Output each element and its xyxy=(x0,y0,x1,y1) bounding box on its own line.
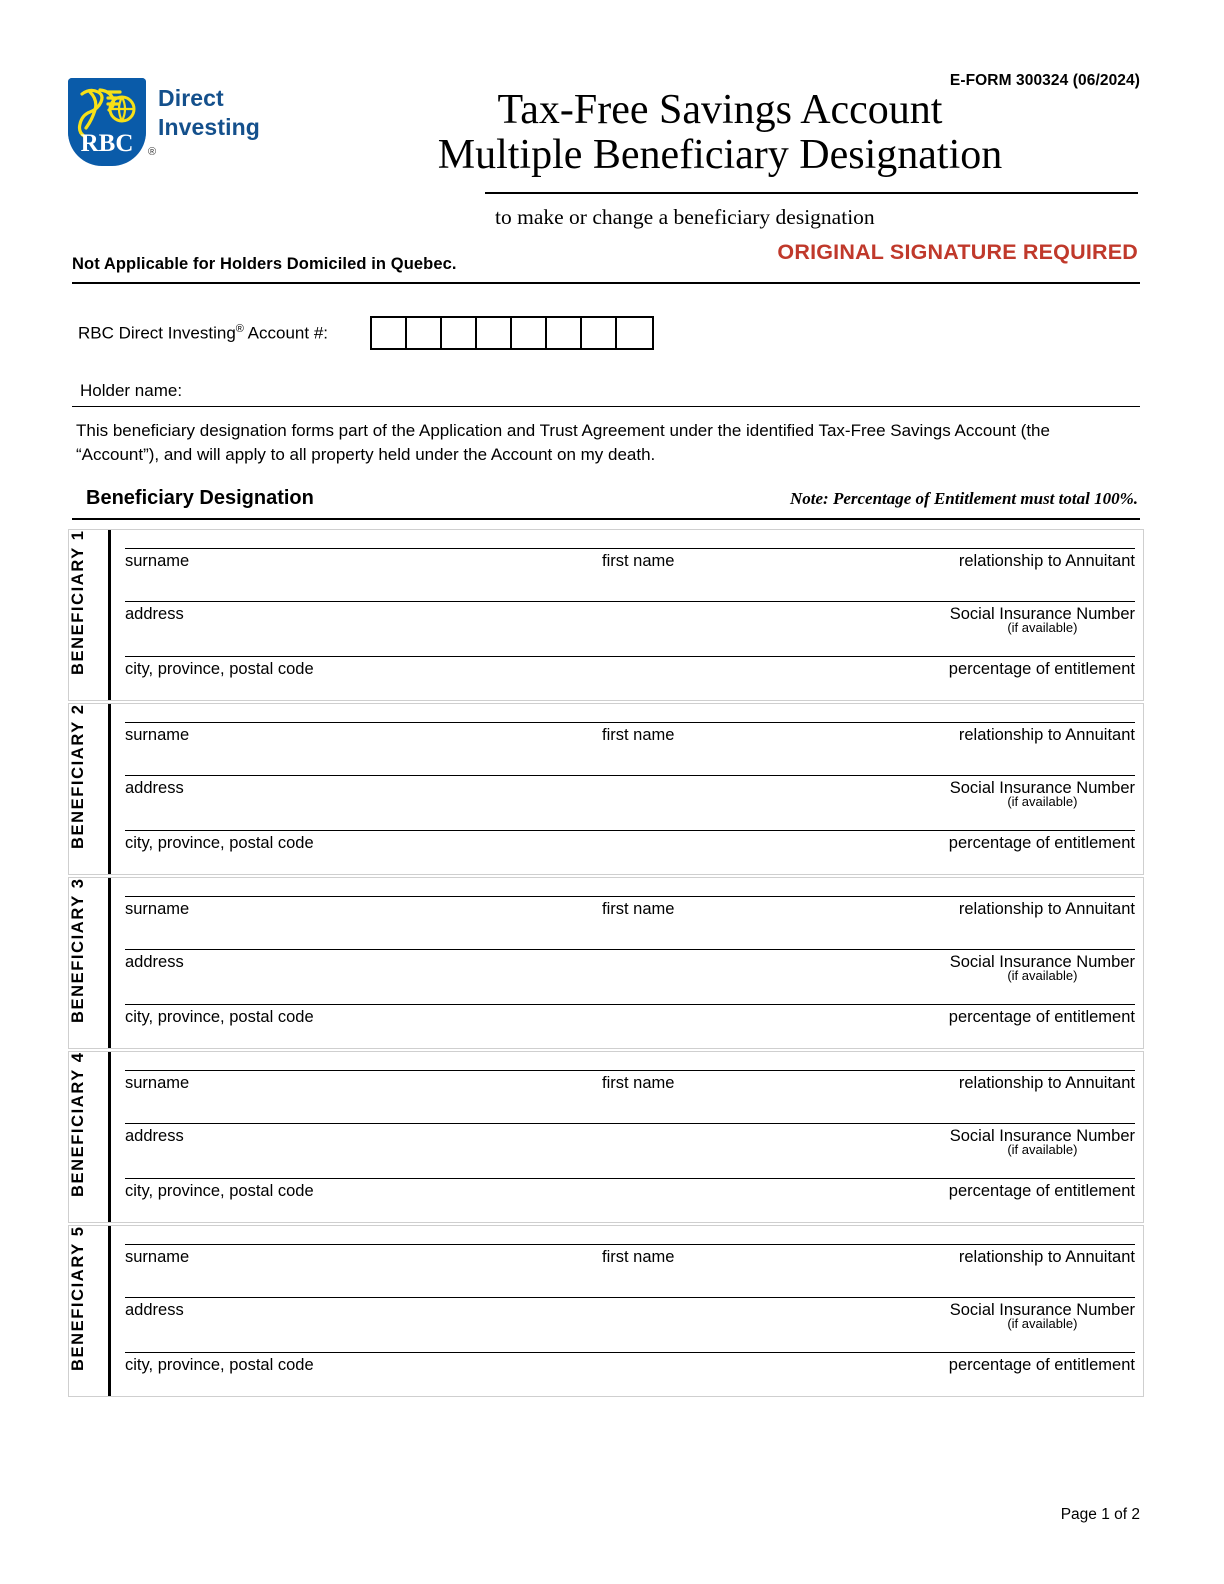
section-title-beneficiary-designation: Beneficiary Designation xyxy=(86,487,314,509)
svg-text:RBC: RBC xyxy=(80,130,134,157)
beneficiary-fields xyxy=(111,1052,1143,1222)
sin-caption xyxy=(950,779,1135,810)
name-input-line[interactable] xyxy=(125,722,1135,723)
beneficiary-fields xyxy=(111,704,1143,874)
city-caption: city, province, postal code xyxy=(125,1008,314,1026)
beneficiary-fields xyxy=(111,1226,1143,1396)
beneficiary-fields xyxy=(111,530,1143,700)
address-input-line[interactable] xyxy=(125,1123,1135,1124)
address-input-line[interactable] xyxy=(125,601,1135,602)
eform-id: E-FORM 300324 (06/2024) xyxy=(949,72,1140,89)
percentage-caption: percentage of entitlement xyxy=(948,1008,1135,1026)
address-caption: address xyxy=(125,1127,184,1145)
account-digit-cell-6[interactable] xyxy=(547,318,582,348)
sin-caption xyxy=(950,953,1135,984)
rbc-direct-investing-logo xyxy=(68,78,288,170)
beneficiary-index-label: BENEFICIARY 5 xyxy=(69,1225,87,1371)
percentage-caption: percentage of entitlement xyxy=(948,660,1135,678)
account-label-registered-mark: ® xyxy=(235,323,244,335)
page-title xyxy=(300,88,1140,179)
sin-caption xyxy=(950,605,1135,636)
name-input-line[interactable] xyxy=(125,1070,1135,1071)
beneficiary-index-sidebar xyxy=(69,530,111,700)
city-input-line[interactable] xyxy=(125,1178,1135,1179)
sin-caption-sub: (if available) xyxy=(1007,794,1078,810)
registered-trademark-mark: ® xyxy=(148,146,157,158)
account-number-input[interactable] xyxy=(370,316,654,350)
sin-caption-sub: (if available) xyxy=(1007,968,1078,984)
first-name-caption: first name xyxy=(602,1074,675,1092)
city-caption: city, province, postal code xyxy=(125,834,314,852)
sin-caption xyxy=(950,1301,1135,1332)
beneficiary-block xyxy=(68,1225,1144,1397)
title-line-2: Multiple Beneficiary Designation xyxy=(437,132,1003,179)
title-divider xyxy=(485,192,1138,194)
header-divider xyxy=(72,282,1140,284)
city-input-line[interactable] xyxy=(125,830,1135,831)
address-input-line[interactable] xyxy=(125,775,1135,776)
beneficiary-index-label: BENEFICIARY 2 xyxy=(69,703,87,849)
account-number-label xyxy=(78,323,328,344)
beneficiary-index-label: BENEFICIARY 4 xyxy=(69,1051,87,1197)
intro-paragraph: This beneficiary designation forms part of the Application and Trust Agreement under the identified Tax-Free Savings Account (the “Account”), and will apply to all property held under the Account on my death. xyxy=(76,421,1050,465)
surname-caption: surname xyxy=(125,1248,190,1266)
title-line-1: Tax-Free Savings Account xyxy=(497,87,943,133)
name-input-line[interactable] xyxy=(125,896,1135,897)
relationship-caption: relationship to Annuitant xyxy=(958,1074,1135,1092)
page-subtitle: to make or change a beneficiary designation xyxy=(495,205,875,229)
account-digit-cell-3[interactable] xyxy=(442,318,477,348)
percentage-total-note: Note: Percentage of Entitlement must total 100%. xyxy=(789,489,1138,508)
beneficiary-index-sidebar xyxy=(69,704,111,874)
surname-caption: surname xyxy=(125,900,190,918)
percentage-caption: percentage of entitlement xyxy=(948,834,1135,852)
address-caption: address xyxy=(125,779,184,797)
name-input-line[interactable] xyxy=(125,548,1135,549)
city-caption: city, province, postal code xyxy=(125,1356,314,1374)
city-input-line[interactable] xyxy=(125,656,1135,657)
holder-name-label: Holder name: xyxy=(80,381,183,400)
account-digit-cell-4[interactable] xyxy=(477,318,512,348)
account-digit-cell-7[interactable] xyxy=(582,318,617,348)
account-digit-cell-8[interactable] xyxy=(617,318,652,348)
original-signature-required-notice: ORIGINAL SIGNATURE REQUIRED xyxy=(777,240,1138,264)
name-input-line[interactable] xyxy=(125,1244,1135,1245)
section-divider xyxy=(72,518,1140,520)
city-caption: city, province, postal code xyxy=(125,660,314,678)
account-digit-cell-2[interactable] xyxy=(407,318,442,348)
beneficiary-fields xyxy=(111,878,1143,1048)
city-caption: city, province, postal code xyxy=(125,1182,314,1200)
logo-wordmark xyxy=(158,84,260,143)
account-label-suffix: Account #: xyxy=(243,323,329,343)
address-caption: address xyxy=(125,605,184,623)
beneficiary-block xyxy=(68,1051,1144,1223)
sin-caption-sub: (if available) xyxy=(1007,1142,1078,1158)
address-caption: address xyxy=(125,1301,184,1319)
sin-caption-main: Social Insurance Number xyxy=(949,779,1135,797)
beneficiary-index-sidebar xyxy=(69,878,111,1048)
sin-caption-sub: (if available) xyxy=(1007,1316,1078,1332)
first-name-caption: first name xyxy=(602,1248,675,1266)
relationship-caption: relationship to Annuitant xyxy=(958,1248,1135,1266)
surname-caption: surname xyxy=(125,726,190,744)
relationship-caption: relationship to Annuitant xyxy=(958,726,1135,744)
first-name-caption: first name xyxy=(602,726,675,744)
address-input-line[interactable] xyxy=(125,949,1135,950)
sin-caption-main: Social Insurance Number xyxy=(949,1301,1135,1319)
city-input-line[interactable] xyxy=(125,1352,1135,1353)
beneficiary-index-sidebar xyxy=(69,1052,111,1222)
percentage-caption: percentage of entitlement xyxy=(948,1182,1135,1200)
surname-caption: surname xyxy=(125,552,190,570)
sin-caption-main: Social Insurance Number xyxy=(949,1127,1135,1145)
logo-word-line2: Investing xyxy=(158,114,260,141)
relationship-caption: relationship to Annuitant xyxy=(958,900,1135,918)
surname-caption: surname xyxy=(125,1074,190,1092)
address-caption: address xyxy=(125,953,184,971)
first-name-caption: first name xyxy=(602,552,675,570)
account-digit-cell-1[interactable] xyxy=(372,318,407,348)
sin-caption-sub: (if available) xyxy=(1007,620,1078,636)
relationship-caption: relationship to Annuitant xyxy=(958,552,1135,570)
first-name-caption: first name xyxy=(602,900,675,918)
holder-name-input-line[interactable] xyxy=(72,406,1140,407)
logo-word-line1: Direct xyxy=(158,85,224,111)
rbc-shield-icon xyxy=(68,78,146,166)
account-label-text: RBC Direct Investing xyxy=(78,323,236,343)
percentage-caption: percentage of entitlement xyxy=(948,1356,1135,1374)
beneficiary-block xyxy=(68,877,1144,1049)
beneficiary-index-label: BENEFICIARY 3 xyxy=(69,877,87,1023)
beneficiary-index-label: BENEFICIARY 1 xyxy=(69,529,87,675)
account-digit-cell-5[interactable] xyxy=(512,318,547,348)
city-input-line[interactable] xyxy=(125,1004,1135,1005)
beneficiary-block xyxy=(68,703,1144,875)
beneficiary-index-sidebar xyxy=(69,1226,111,1396)
beneficiary-block xyxy=(68,529,1144,701)
sin-caption xyxy=(950,1127,1135,1158)
sin-caption-main: Social Insurance Number xyxy=(949,953,1135,971)
quebec-exclusion-notice: Not Applicable for Holders Domiciled in Quebec. xyxy=(72,255,457,273)
page-number: Page 1 of 2 xyxy=(1060,1506,1140,1523)
sin-caption-main: Social Insurance Number xyxy=(949,605,1135,623)
address-input-line[interactable] xyxy=(125,1297,1135,1298)
